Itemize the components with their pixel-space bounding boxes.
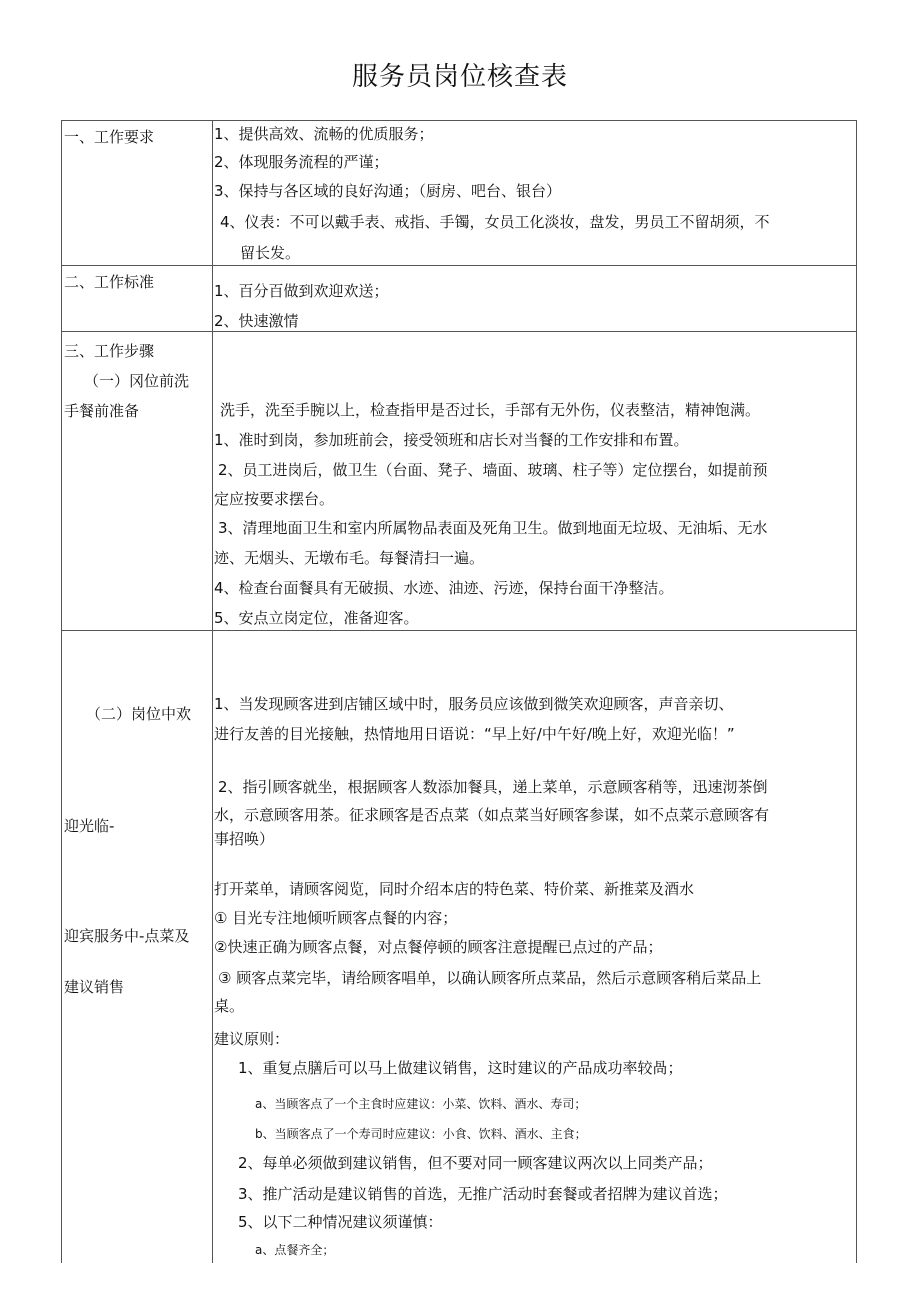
requirement-item: 留长发。 <box>240 244 301 262</box>
page-title: 服务员岗位核查表 <box>351 62 568 92</box>
onduty-item: 桌。 <box>214 997 245 1015</box>
onduty-item: ②快速正确为顾客点餐，对点餐停顿的顾客注意提醒已点过的产品； <box>214 938 663 956</box>
step-item: 2、员工进岗后，做卫生（台面、凳子、墙面、玻璃、柱子等）定位摆台，如提前预 <box>218 461 768 479</box>
column-divider <box>212 120 213 1263</box>
standard-item: 1、百分百做到欢迎欢送； <box>214 282 389 300</box>
steps-sub1-line1: （一）冈位前洗 <box>84 372 190 390</box>
onduty-item: ① 目光专注地倾听顾客点餐的内容； <box>214 909 458 927</box>
step-item: 定应按要求摆台。 <box>214 490 335 508</box>
step-item: 1、准时到岗，参加班前会，接受领班和店长对当餐的工作安排和布置。 <box>214 431 689 449</box>
standards-label: 二、工作标准 <box>64 273 155 291</box>
onduty-item: 2、每单必须做到建议销售，但不要对同一顾客建议两次以上同类产品； <box>238 1154 713 1172</box>
onduty-item: 进行友善的目光接触，热情地用日语说：“早上好/中午好/晚上好，欢迎光临！” <box>214 725 735 743</box>
onduty-subitem: a、当顾客点了一个主食时应建议：小菜、饮料、酒水、寿司； <box>255 1097 587 1111</box>
onduty-left-label: 迎宾服务中-点菜及 <box>64 927 190 945</box>
steps-label: 三、工作步骤 <box>64 342 155 360</box>
onduty-item: 1、当发现顾客进到店铺区域中时，服务员应该做到微笑欢迎顾客，声音亲切、 <box>214 695 734 713</box>
onduty-subitem: b、当顾客点了一个寿司时应建议：小食、饮料、酒水、主食； <box>255 1127 587 1141</box>
step-item: 4、检查台面餐具有无破损、水迹、油迹、污迹，保持台面干净整洁。 <box>214 579 674 597</box>
requirement-item: 1、提供高效、流畅的优质服务； <box>214 125 434 143</box>
step-item: 洗手，洗至手腕以上，检查指甲是否过长，手部有无外伤，仪表整洁，精神饱满。 <box>220 401 761 419</box>
onduty-item: 5、以下二种情况建议须谨慎： <box>238 1213 443 1231</box>
onduty-left-label: （二）岗位中欢 <box>86 705 192 723</box>
row-divider-2 <box>61 331 857 332</box>
step-item: 3、清理地面卫生和室内所属物品表面及死角卫生。做到地面无垃圾、无油垢、无水 <box>218 519 768 537</box>
onduty-item: ③ 顾客点菜完毕，请给顾客唱单，以确认顾客所点菜品，然后示意顾客稍后菜品上 <box>218 969 762 987</box>
row-divider-3 <box>61 630 857 631</box>
table-border-right <box>856 120 857 1263</box>
onduty-item: 2、指引顾客就坐，根据顾客人数添加餐具，递上菜单，示意顾客稍等，迅速沏茶倒 <box>218 778 768 796</box>
requirement-item: 4、仪表：不可以戴手表、戒指、手镯，女员工化淡妆，盘发，男员工不留胡须，不 <box>220 213 770 231</box>
step-item: 迹、无烟头、无墩布毛。每餐清扫一遍。 <box>214 549 485 567</box>
onduty-left-label: 建议销售 <box>64 978 125 996</box>
onduty-item: 建议原则： <box>214 1030 290 1048</box>
requirement-item: 2、体现服务流程的严谨； <box>214 153 389 171</box>
onduty-item: 打开菜单，请顾客阅览，同时介绍本店的特色菜、特价菜、新推菜及酒水 <box>214 880 695 898</box>
row-divider-1 <box>61 265 857 266</box>
onduty-subitem: a、点餐齐全； <box>255 1243 335 1257</box>
step-item: 5、安点立岗定位，准备迎客。 <box>214 609 419 627</box>
onduty-item: 1、重复点膳后可以马上做建议销售，这时建议的产品成功率较咼； <box>238 1059 683 1077</box>
onduty-item: 事招唤） <box>214 830 275 848</box>
requirements-label: 一、工作要求 <box>64 128 155 146</box>
requirement-item: 3、保持与各区域的良好沟通；（厨房、吧台、银台） <box>214 182 562 200</box>
onduty-item: 3、推广活动是建议销售的首选，无推广活动时套餐或者招牌为建议首选； <box>238 1185 728 1203</box>
table-border-top <box>61 120 857 121</box>
onduty-item: 水，示意顾客用茶。征求顾客是否点菜（如点菜当好顾客参谋，如不点菜示意顾客有 <box>214 806 770 824</box>
steps-sub1-line2: 手餐前准备 <box>64 402 140 420</box>
table-border-left <box>61 120 62 1263</box>
standard-item: 2、快速激情 <box>214 312 299 330</box>
onduty-left-label: 迎光临- <box>64 817 115 835</box>
